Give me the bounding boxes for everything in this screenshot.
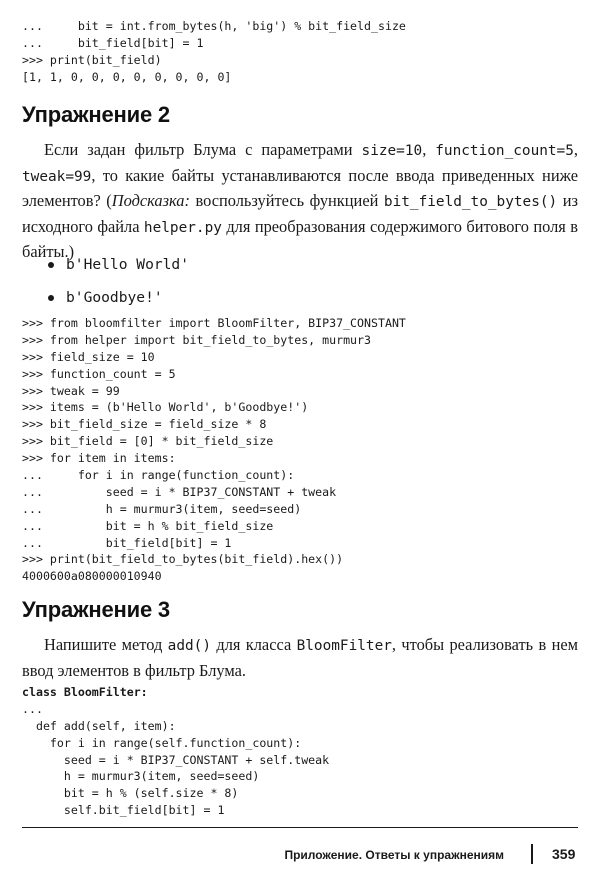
inline-code: function_count=5: [435, 143, 574, 159]
code-line: h = murmur3(item, seed=seed): [22, 769, 260, 784]
exercise-2-paragraph: [22, 138, 578, 265]
bullet-icon: [48, 262, 54, 268]
code-line: ...: [22, 701, 43, 716]
bullet-icon: [48, 295, 54, 301]
code-line: >>> field_size = 10: [22, 349, 155, 364]
text: ,: [422, 140, 436, 159]
code-line: >>> print(bit_field): [22, 52, 162, 67]
footer-section-title: Приложение. Ответы к упражнениям: [284, 848, 504, 862]
page-number: 359: [552, 846, 576, 862]
text: из исходного файла: [22, 191, 578, 236]
code-line: ... bit = int.from_bytes(h, 'big') % bit_field_size: [22, 19, 406, 33]
code-block-exercise-3: [22, 684, 329, 819]
text: воспользуйтесь функцией: [189, 191, 384, 210]
code-line: >>> for item in items:: [22, 451, 176, 466]
code-line: ... bit_field[bit] = 1: [22, 535, 232, 550]
code-line: >>> from bloomfilter import BloomFilter, BIP37_CONSTANT: [22, 316, 406, 330]
text: Напишите метод: [44, 635, 168, 654]
code-block-top: [22, 18, 406, 86]
inline-code: helper.py: [143, 219, 222, 236]
text: для класса: [211, 635, 297, 654]
footer-divider: [22, 827, 578, 828]
code-line: ... bit_field[bit] = 1: [22, 35, 204, 50]
exercise-2-bullet-list: [48, 254, 189, 320]
exercise-2-heading: Упражнение 2: [22, 102, 170, 127]
text: для преобразования содержимого битового поля в байты.): [22, 216, 578, 261]
list-item-text: b'Hello World': [66, 256, 190, 273]
inline-code: BloomFilter: [296, 638, 392, 654]
hint-label: Подсказка:: [111, 191, 190, 210]
inline-code: tweak=99: [22, 168, 92, 185]
code-line: bit = h % (self.size * 8): [22, 786, 239, 801]
code-line-class: [22, 684, 329, 701]
code-line: [1, 1, 0, 0, 0, 0, 0, 0, 0, 0]: [22, 69, 232, 84]
code-line: for i in range(self.function_count):: [22, 735, 302, 750]
code-line: 4000600a080000010940: [22, 569, 162, 584]
text: Если задан фильтр Блума с параметрами: [44, 140, 362, 159]
list-item: [48, 254, 189, 287]
code-line: >>> bit_field_size = field_size * 8: [22, 417, 267, 432]
inline-code: size=10: [361, 143, 423, 159]
code-line: >>> bit_field = [0] * bit_field_size: [22, 434, 274, 449]
code-line: ... for i in range(function_count):: [22, 468, 295, 483]
exercise-3-paragraph: [22, 633, 578, 683]
inline-code: add(): [167, 638, 211, 654]
list-item-text: b'Goodbye!': [66, 289, 163, 306]
text: , чтобы реализовать в нем ввод элементов в фильтр Блума.: [22, 635, 579, 680]
exercise-3-heading: Упражнение 3: [22, 597, 170, 622]
inline-code: bit_field_to_bytes(): [383, 194, 558, 210]
class-name: BloomFilter:: [63, 685, 148, 699]
code-line: >>> items = (b'Hello World', b'Goodbye!'): [22, 400, 309, 415]
code-line: >>> from helper import bit_field_to_bytes, murmur3: [22, 332, 372, 347]
text: ,: [573, 140, 578, 159]
code-line: >>> print(bit_field_to_bytes(bit_field).hex()): [22, 552, 344, 567]
code-line: ... h = murmur3(item, seed=seed): [22, 501, 302, 516]
code-block-exercise-2: [22, 315, 406, 585]
code-line: ... bit = h % bit_field_size: [22, 518, 274, 533]
text: , то какие байты устанавливаются после ввода приведенных ниже элементов? (: [22, 165, 578, 210]
code-line: >>> tweak = 99: [22, 383, 120, 398]
code-line: self.bit_field[bit] = 1: [22, 803, 225, 818]
keyword: class: [22, 685, 57, 699]
code-line: >>> function_count = 5: [22, 366, 176, 381]
code-line: seed = i * BIP37_CONSTANT + self.tweak: [22, 752, 330, 767]
footer-separator: [531, 844, 533, 864]
code-line: ... seed = i * BIP37_CONSTANT + tweak: [22, 484, 337, 499]
code-line: def add(self, item):: [22, 718, 176, 733]
